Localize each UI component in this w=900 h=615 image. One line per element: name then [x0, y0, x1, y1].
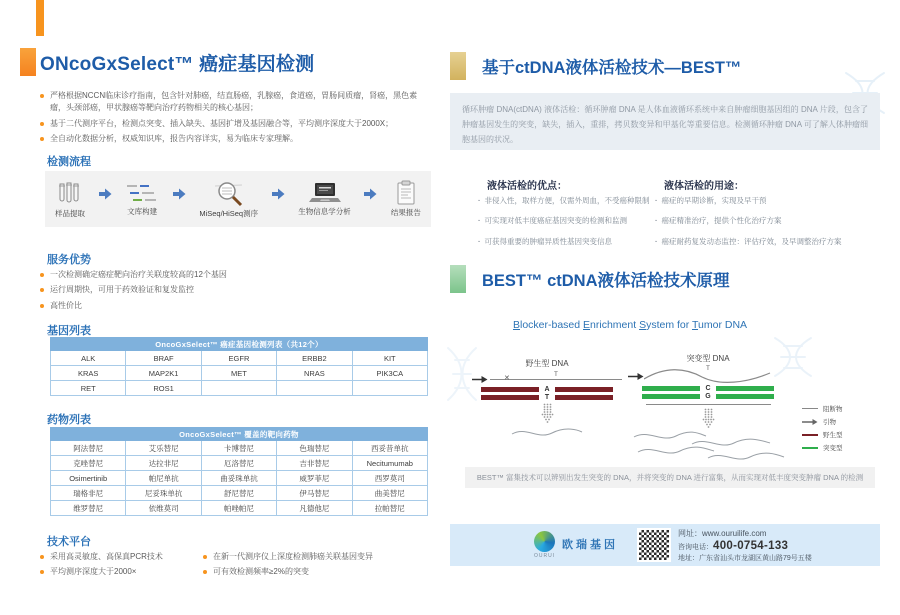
uses-heading: 液体活检的用途：	[664, 181, 744, 192]
wild-strand-bar	[555, 387, 613, 392]
qr-code	[637, 528, 671, 562]
platform-heading: 技术平台	[47, 536, 91, 548]
drug-cell: 色瑞替尼	[277, 441, 352, 456]
list-item	[655, 215, 875, 226]
advantage-text: 一次检测确定癌症靶向治疗关联度较高的12个基因	[50, 270, 227, 279]
mutant-strand-bar	[716, 394, 774, 399]
wild-type-group	[472, 358, 622, 440]
process-heading: 检测流程	[47, 156, 91, 168]
bullet-dot-icon	[40, 304, 44, 308]
table-row	[51, 351, 428, 366]
platform-text: 可有效检测频率≥2%的突变	[213, 567, 309, 577]
drug-cell: 威罗菲尼	[277, 471, 352, 486]
legend-label: 野生型	[823, 432, 843, 439]
drug-cell: 尼妥珠单抗	[126, 486, 201, 501]
table-row	[51, 471, 428, 486]
gene-table-header: OncoGxSelect™ 癌症基因检测列表（共12个）	[51, 338, 428, 351]
top-accent-strip	[36, 0, 44, 36]
gene-cell: RET	[51, 381, 126, 396]
list-item	[40, 118, 432, 130]
base-letter: T	[544, 394, 550, 401]
drug-cell: 凡德他尼	[277, 501, 352, 516]
subtitle-part: T	[691, 319, 699, 331]
wild-type-label: 野生型 DNA	[525, 359, 569, 368]
diagram-legend	[802, 404, 843, 456]
principle-section-title: BEST™ ctDNA液体活检技术原理	[482, 272, 730, 290]
dna-strand-row	[642, 394, 774, 399]
list-item	[40, 566, 200, 578]
pros-heading: 液体活检的优点：	[487, 181, 567, 192]
gene-cell: KIT	[352, 351, 427, 366]
subtitle-part: umor DNA	[698, 319, 748, 331]
legend-row	[802, 404, 843, 413]
gene-list-heading: 基因列表	[47, 325, 91, 337]
mutant-group	[628, 353, 788, 461]
platform-list-right	[203, 551, 431, 582]
drug-cell: 舒尼替尼	[201, 486, 276, 501]
intro-bullet-text: 严格根据NCCN临床诊疗指南，包含针对肺癌，结直肠癌，乳腺癌，食道癌，胃肠间质瘤，肾癌，黑色素瘤，头颈部癌，甲状腺癌等靶向治疗药物相关的核心基因；	[50, 91, 418, 113]
list-item	[40, 284, 432, 296]
company-logo	[534, 531, 618, 559]
uses-list	[655, 195, 875, 256]
best-acronym-subtitle	[480, 319, 780, 331]
website-text: 网址：www.ouruilife.com	[678, 529, 767, 538]
address-text: 地址：广东省汕头市龙湖区黄山路79号五楼	[678, 555, 812, 562]
report-clipboard-icon	[393, 180, 419, 206]
process-flow-box	[45, 171, 431, 227]
primer-arrow-icon	[472, 375, 488, 384]
gene-cell: ALK	[51, 351, 126, 366]
footer-bar	[450, 524, 880, 566]
flow-arrow-icon	[364, 188, 377, 200]
bullet-dot-icon	[40, 122, 44, 126]
bullet-dot-icon	[40, 570, 44, 574]
intro-bullet-text: 基于二代测序平台，检测点突变、插入缺失、基因扩增及基因融合等，平均测序深度大于2000X；	[50, 118, 394, 128]
blocked-extension-mark: ✕	[504, 375, 510, 382]
base-letter: C	[705, 385, 711, 392]
platform-text: 采用高灵敏度、高保真PCR技术	[50, 552, 163, 561]
gene-cell: EGFR	[201, 351, 276, 366]
advantage-text: 运行周期快，可用于药效验证和复发监控	[50, 285, 194, 295]
bullet-dot-icon	[40, 288, 44, 292]
base-letter: G	[705, 393, 711, 400]
enriched-products-waves-icon	[628, 431, 788, 461]
logo-latin-name: OURUI	[534, 553, 556, 559]
list-item	[478, 236, 650, 247]
drug-cell: 曲妥珠单抗	[201, 471, 276, 486]
wild-blocker-row	[472, 371, 622, 384]
table-row	[51, 501, 428, 516]
drug-cell: 西罗莫司	[352, 471, 427, 486]
phone-label: 咨询电话：	[678, 544, 713, 551]
gene-cell: BRAF	[126, 351, 201, 366]
list-item	[40, 300, 432, 312]
list-item	[40, 90, 432, 115]
enrichment-note-strip: BEST™ 富集技术可以辨别出发生突变的 DNA，并将突变的 DNA 进行富集，从而实现对低丰度突变肿瘤 DNA 的检测	[465, 467, 875, 488]
process-step	[125, 182, 159, 217]
gene-cell: MAP2K1	[126, 366, 201, 381]
blocker-swatch-icon	[802, 408, 818, 409]
process-step	[391, 180, 421, 218]
base-letter: A	[544, 386, 550, 393]
list-item	[655, 236, 875, 247]
advantages-list	[40, 269, 432, 315]
list-item	[40, 269, 432, 281]
drug-cell: 依维莫司	[126, 501, 201, 516]
bullet-dot-icon	[40, 555, 44, 559]
bullet-dot-icon	[40, 94, 44, 98]
phone-number: 400-0754-133	[713, 540, 789, 552]
magnifier-dna-icon	[214, 180, 244, 207]
sample-tubes-icon	[55, 180, 85, 207]
legend-row	[802, 443, 843, 452]
title-accent-square	[450, 265, 466, 293]
table-row	[51, 456, 428, 471]
bullet-dot-icon	[40, 137, 44, 141]
legend-label: 阻断物	[823, 406, 843, 413]
ctdna-description-box	[450, 93, 880, 150]
advantages-heading: 服务优势	[47, 254, 91, 266]
mutant-strand-bar	[642, 394, 700, 399]
blocker-base-letter: T	[554, 371, 558, 378]
pros-text: · 可实现对低丰度癌症基因突变的检测和监测	[484, 216, 627, 226]
pros-list	[478, 195, 650, 256]
drug-cell: 卡博替尼	[201, 441, 276, 456]
ourui-logo-icon	[534, 531, 555, 552]
bullet-dot-icon	[203, 570, 207, 574]
drug-cell: 厄洛替尼	[201, 456, 276, 471]
dna-strand-row	[481, 395, 613, 400]
process-step-label: 文库构建	[127, 206, 158, 216]
mutant-swatch-icon	[802, 447, 818, 449]
platform-text: 在新一代测序仪上深度检测肺癌关联基因变异	[213, 552, 373, 561]
drug-cell: 帕唑帕尼	[201, 501, 276, 516]
drug-cell: 拉帕替尼	[352, 501, 427, 516]
gene-table	[50, 337, 428, 396]
blocker-line	[490, 371, 622, 382]
drug-cell: 达拉非尼	[126, 456, 201, 471]
left-title-row	[20, 48, 314, 76]
process-step	[298, 182, 351, 217]
dna-fragments-icon	[125, 182, 159, 205]
table-row	[51, 366, 428, 381]
subtitle-part: nrichment	[590, 319, 640, 331]
best-principle-diagram	[450, 352, 880, 464]
flow-arrow-icon	[173, 188, 186, 200]
gene-cell: KRAS	[51, 366, 126, 381]
uses-text: · 癌症精准治疗，提供个性化治疗方案	[661, 216, 782, 226]
principle-title-row	[450, 265, 730, 293]
drug-cell: Necitumumab	[352, 456, 427, 471]
platform-text: 平均测序深度大于2000×	[50, 567, 137, 577]
best-title-row	[450, 52, 741, 80]
ctdna-description-text: 循环肿瘤 DNA(ctDNA) 液体活检：循环肿瘤 DNA 是人体血液循环系统中来自肿瘤细胞基因组的 DNA 片段，包含了肿瘤基因发生的突变，缺失，插入，重排，拷贝数变异和甲基化等重要信息。检测循环肿瘤 DNA 可了解人体肿瘤细胞基因的状况。	[462, 105, 868, 145]
legend-label: 突变型	[823, 445, 843, 452]
drug-cell: 克唑替尼	[51, 456, 126, 471]
subtitle-part: locker-based	[519, 319, 584, 331]
subtitle-part: E	[583, 319, 591, 331]
uses-text: · 癌症的早期诊断，实现及早干预	[661, 196, 767, 205]
gene-cell	[352, 381, 427, 396]
wild-strand-bar	[481, 387, 539, 392]
flow-arrow-icon	[272, 188, 285, 200]
title-accent-square	[450, 52, 466, 80]
drug-cell: 伊马替尼	[277, 486, 352, 501]
table-row	[51, 441, 428, 456]
logo-chinese-name: 欧瑞基因	[562, 539, 618, 551]
legend-row	[802, 430, 843, 439]
table-row	[51, 381, 428, 396]
drug-cell: 艾乐替尼	[126, 441, 201, 456]
gene-cell	[201, 381, 276, 396]
drug-list-heading: 药物列表	[47, 414, 91, 426]
subtitle-part: B	[512, 319, 520, 331]
blocker-base-letter: T	[706, 366, 710, 372]
wild-strand-bar	[481, 395, 539, 400]
pros-text: · 可获得重要的肿瘤异质性基因突变信息	[484, 236, 612, 246]
drug-cell: 瑞格非尼	[51, 486, 126, 501]
legend-label: 引物	[823, 419, 836, 426]
process-step	[199, 180, 258, 219]
platform-list-left	[40, 551, 200, 582]
dotted-down-arrow-icon	[541, 403, 554, 423]
gene-cell: ROS1	[126, 381, 201, 396]
laptop-icon	[308, 182, 342, 205]
list-item	[203, 566, 431, 578]
gene-cell	[277, 381, 352, 396]
list-item	[478, 215, 650, 226]
bullet-dot-icon	[203, 555, 207, 559]
list-item	[203, 551, 431, 563]
advantage-text: 高性价比	[50, 300, 82, 310]
list-item	[478, 195, 650, 206]
wild-strand-bar	[555, 395, 613, 400]
contact-block	[678, 528, 812, 563]
drug-cell: 阿法替尼	[51, 441, 126, 456]
drug-table	[50, 427, 428, 516]
flow-arrow-icon	[99, 188, 112, 200]
process-step-label: 结果报告	[390, 208, 421, 217]
dna-strand-row	[481, 387, 613, 392]
table-row	[51, 486, 428, 501]
dna-strand-row	[642, 386, 774, 391]
logo-mark-wrap	[534, 531, 556, 559]
subtitle-part: ystem for	[646, 319, 692, 331]
subtitle-part: S	[639, 319, 647, 331]
left-page-title: ONcoGxSelect™ 癌症基因检测	[40, 53, 315, 75]
list-item	[40, 551, 200, 563]
title-accent-square	[20, 48, 36, 76]
best-section-title: 基于ctDNA液体活检技术—BEST™	[482, 59, 742, 77]
wild-type-swatch-icon	[802, 434, 818, 436]
pros-text: · 非侵入性，取样方便，仅需外周血，不受癌种限制	[484, 196, 650, 205]
drug-cell: 维罗替尼	[51, 501, 126, 516]
drug-cell: 西妥昔单抗	[352, 441, 427, 456]
process-step	[55, 180, 85, 219]
drug-cell: 吉非替尼	[277, 456, 352, 471]
list-item	[655, 195, 875, 206]
drug-cell: 曲美替尼	[352, 486, 427, 501]
displaced-blocker-line	[646, 404, 771, 405]
mutant-strand-bar	[642, 386, 700, 391]
intro-bullet-text: 全自动化数据分析，权威知识库，报告内容详实，易为临床专家理解。	[50, 134, 298, 144]
gene-cell: NRAS	[277, 366, 352, 381]
phone-text	[678, 540, 812, 552]
intro-bullet-list	[40, 90, 432, 149]
process-step-label: MiSeq/HiSeq测序	[199, 208, 259, 218]
gene-cell: PIK3CA	[352, 366, 427, 381]
list-item	[40, 133, 432, 145]
primer-arrow-icon	[628, 372, 644, 381]
drug-cell: 帕尼单抗	[126, 471, 201, 486]
uses-text: · 癌症耐药复发动态监控：评估疗效，及早调整治疗方案	[661, 236, 842, 246]
gene-cell: ERBB2	[277, 351, 352, 366]
bullet-dot-icon	[40, 273, 44, 277]
primer-swatch-icon	[802, 418, 818, 426]
gene-cell: MET	[201, 366, 276, 381]
mutant-blocker-row	[628, 366, 788, 383]
drug-table-header: OncoGxSelect™ 覆盖的靶向药物	[51, 428, 428, 441]
legend-row	[802, 417, 843, 426]
process-step-label: 样品提取	[55, 208, 85, 218]
dotted-down-arrow-icon	[702, 408, 715, 428]
drug-cell: Osimertinib	[51, 471, 126, 486]
process-step-label: 生物信息学分析	[298, 206, 351, 216]
mutant-label: 突变型 DNA	[686, 354, 730, 363]
mutant-strand-bar	[716, 386, 774, 391]
product-wave-icon	[508, 426, 586, 440]
